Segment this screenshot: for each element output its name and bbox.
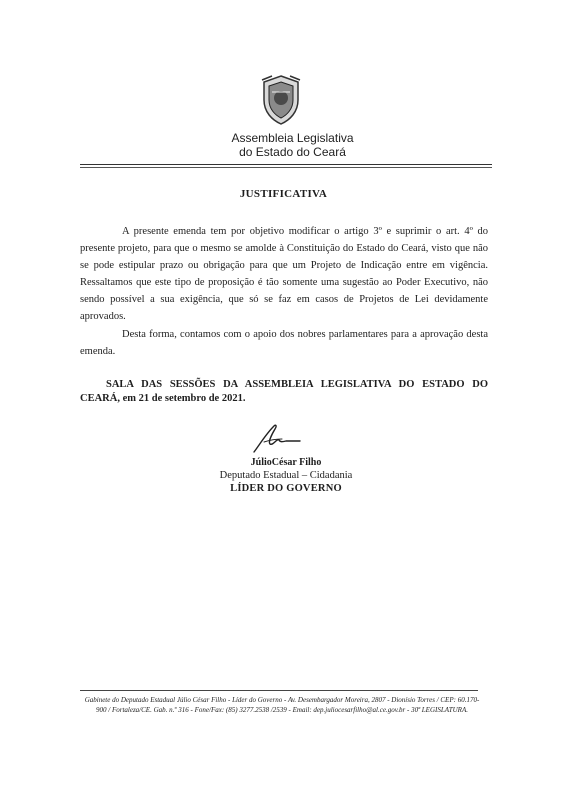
institution-name-line2: do Estado do Ceará [239, 145, 346, 159]
signatory-name: JúlioCésar Filho [250, 457, 322, 468]
document-heading: JUSTIFICATIVA [239, 188, 328, 200]
footer-divider [80, 690, 478, 691]
signatory-role: Deputado Estadual – Cidadania [219, 470, 353, 481]
signatory-title: LÍDER DO GOVERNO [230, 483, 342, 494]
institution-name-line1: Assembleia Legislativa [231, 131, 354, 145]
header-divider-secondary [80, 167, 492, 168]
session-closing: SALA DAS SESSÕES DA ASSEMBLEIA LEGISLATIVA DO ESTADO DO CEARÁ, em 21 de setembro de 2021. [80, 379, 488, 404]
justification-paragraph-1: A presente emenda tem por objetivo modificar o artigo 3º e suprimir o art. 4º do presente projeto, para que o mesmo se amolde à Constituição do Estado do Ceará, visto que não se pode estipular prazo ou obrigação para que um Projeto de Indicação entre em vigência. Ressaltamos que este tipo de proposição é tão somente uma sugestão ao Poder Executivo, não sendo possível a sua exigência, que só se faz em casos de Projetos de Lei devidamente aprovados. [80, 226, 488, 322]
header-divider [80, 164, 492, 165]
footer-contact-info: Gabinete do Deputado Estadual Júlio César Filho - Líder do Governo - Av. Desembargador Moreira, 2807 - Dionísio Torres / CEP: 60.170-900 / Fortaleza/CE. Gab. n.º 316 - Fone/Fax: (85) 3277.2538 /2539 - Email: dep.juliocesarfilho@al.ce.gov.br - 30ª LEGISLATURA. [84, 696, 480, 714]
state-coat-of-arms-icon [258, 74, 304, 126]
handwritten-signature [246, 420, 306, 456]
justification-paragraph-2: Desta forma, contamos com o apoio dos nobres parlamentares para a aprovação desta emenda. [80, 329, 488, 357]
